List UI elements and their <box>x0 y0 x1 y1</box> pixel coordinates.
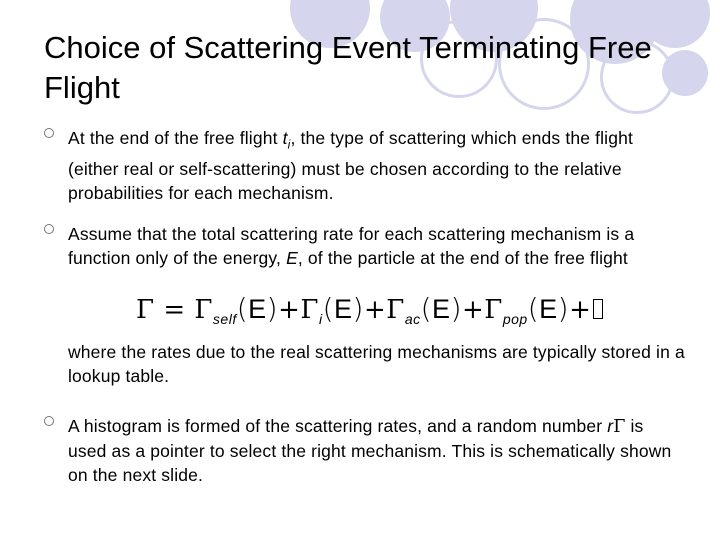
bullet-2 <box>44 222 684 270</box>
bullet-marker-icon <box>44 224 54 234</box>
formula-continuation-box <box>593 299 603 319</box>
bullet-1-post: , the type of scattering which ends the flight (either real or self-scattering) must be chosen according to the relative probabilities for each mechanism. <box>68 128 633 203</box>
bullet-marker-icon <box>44 416 54 426</box>
bullet-1-var: t <box>282 128 288 148</box>
bullet-2-var: E <box>286 248 298 268</box>
bullet-3-pre: A histogram is formed of the scattering rates, and a random number <box>68 416 608 436</box>
formula-plus: + <box>278 295 301 325</box>
formula-lhs: Γ <box>136 295 155 325</box>
formula-term-ac: $\Gamma_{ac}(E)$ <box>386 292 462 327</box>
bullet-2-continuation: where the rates due to the real scattering mechanisms are typically stored in a lookup table. <box>68 342 685 386</box>
slide-title: Choice of Scattering Event Terminating Free Flight <box>44 30 652 105</box>
bullet-3-post: is used as a pointer to select the right mechanism. This is schematically shown on the next slide. <box>68 416 672 485</box>
scattering-rate-formula <box>136 292 603 327</box>
bullet-1-var-sub: i <box>287 137 291 152</box>
formula-term-self: $\Gamma_{self}(E)$ <box>194 292 279 327</box>
bullet-marker-icon <box>44 128 54 138</box>
formula-term-i: $\Gamma_i(E)$ <box>300 292 364 327</box>
formula-eq: = <box>163 295 186 325</box>
bullet-1 <box>44 126 684 205</box>
bullet-3-var: r <box>607 416 614 436</box>
bullet-2-post: , of the particle at the end of the free flight <box>297 248 628 268</box>
formula-term-pop: $\Gamma_{pop}(E)$ <box>484 292 570 327</box>
bullet-3-symbol: Γ <box>613 417 626 437</box>
formula-plus: + <box>569 295 592 325</box>
formula-plus: + <box>462 295 485 325</box>
bullet-3 <box>44 414 684 487</box>
bullet-2-pre: Assume that the total scattering rate for each scattering mechanism is a function only of the energy, <box>68 224 635 268</box>
bullet-1-pre: At the end of the free flight <box>68 128 283 148</box>
formula-plus: + <box>363 295 387 325</box>
